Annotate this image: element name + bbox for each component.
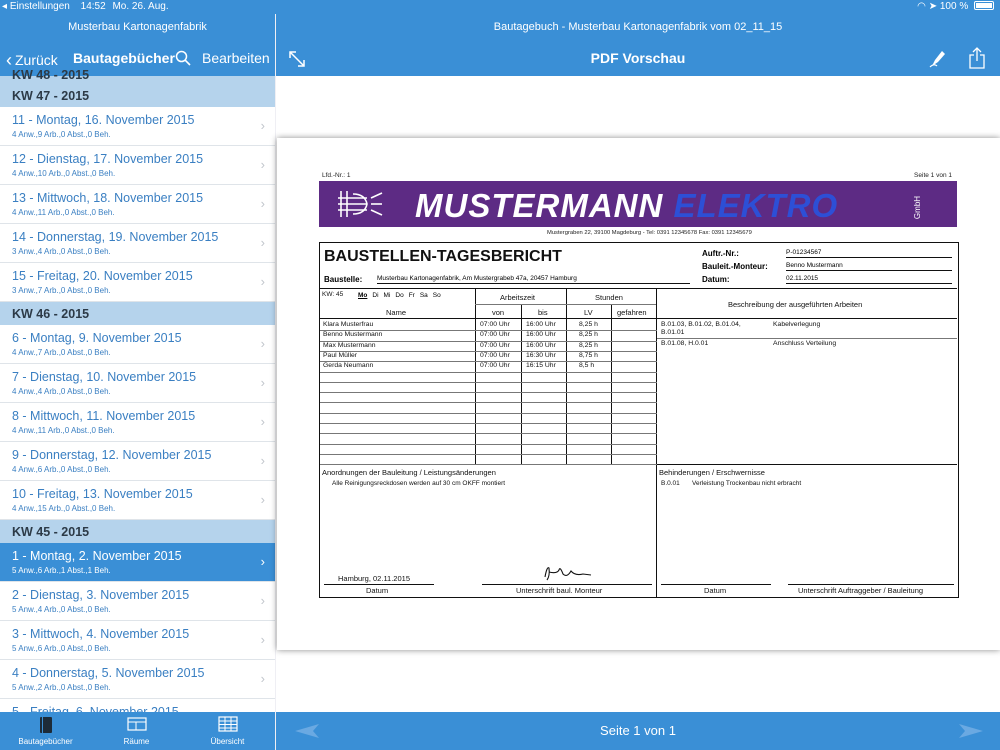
work-position-2: B.01.01 <box>661 329 685 336</box>
chevron-right-icon: › <box>260 336 265 351</box>
sign-auftraggeber: Unterschrift Auftraggeber / Bauleitung <box>798 586 924 595</box>
col-divider <box>475 289 476 464</box>
diary-list-item[interactable] <box>0 146 275 185</box>
diary-list-item[interactable] <box>0 107 275 146</box>
behinderungen-text: Verleistung Trockenbau nicht erbracht <box>692 480 802 487</box>
behinderungen-pos: B.0.01 <box>661 480 680 487</box>
chevron-right-icon: › <box>260 492 265 507</box>
work-description: Anschluss Verteilung <box>773 340 837 347</box>
detail-toolbar <box>276 712 1000 750</box>
chevron-right-icon: › <box>260 274 265 289</box>
grid-icon <box>218 716 238 732</box>
section-header: KW 45 - 2015 <box>0 520 275 543</box>
report-bottom <box>320 465 957 597</box>
worker-name: Max Mustermann <box>323 341 376 349</box>
row-line <box>320 413 657 414</box>
item-subtitle: 4 Anw.,7 Arb.,0 Abst.,0 Beh. <box>12 348 111 357</box>
col-divider <box>521 305 522 464</box>
col-name: Name <box>386 308 407 317</box>
wifi-icon: ◠ <box>917 1 926 12</box>
anordnungen-text: Alle Reinigungsreckdosen werden auf 30 cm OKFF montiert <box>332 480 506 487</box>
chevron-right-icon: › <box>260 453 265 468</box>
header-line <box>320 318 957 319</box>
worker-lv: 8,25 h <box>579 341 598 349</box>
tab-label: Übersicht <box>210 737 245 746</box>
master-pane <box>0 14 275 750</box>
weekday-5: Sa <box>419 292 428 299</box>
diary-list-item[interactable] <box>0 543 275 582</box>
page-indicator: Seite 1 von 1 <box>600 723 676 738</box>
diary-list-item[interactable] <box>0 582 275 621</box>
worker-von: 07:00 Uhr <box>480 351 510 359</box>
worker-bis: 16:15 Uhr <box>526 362 556 370</box>
work-position: B.01.03, B.01.02, B.01.04, <box>661 321 741 328</box>
worker-lv: 8,25 h <box>579 321 598 328</box>
monteur-value: Benno Mustermann <box>786 262 952 271</box>
item-title: 1 - Montag, 2. November 2015 <box>12 549 182 563</box>
col-divider <box>566 289 567 464</box>
col-divider <box>611 305 612 464</box>
status-right <box>917 1 994 12</box>
item-subtitle: 5 Anw.,6 Arb.,1 Abst.,1 Beh. <box>12 566 111 575</box>
detail-subtitle: Bautagebuch - Musterbau Kartonagenfabrik vom 02_11_15 <box>493 21 783 33</box>
item-subtitle: 4 Anw.,11 Arb.,0 Abst.,0 Beh. <box>12 426 115 435</box>
sign-line <box>661 584 771 585</box>
work-position: B.01.08, H.0.01 <box>661 340 709 347</box>
diary-list-item[interactable] <box>0 224 275 263</box>
item-subtitle: 4 Anw.,6 Arb.,0 Abst.,0 Beh. <box>12 465 111 474</box>
master-title: Bautagebücher <box>73 50 175 66</box>
sign-monteur: Unterschrift baul. Monteur <box>516 586 603 595</box>
tab-raeume[interactable] <box>91 712 182 750</box>
logo-part2: ELEKTRO <box>673 187 839 224</box>
section-header: KW 47 - 2015 <box>0 84 275 107</box>
baustelle-value: Musterbau Kartonagenfabrik, Am Mustergrabeb 47a, 20457 Hamburg <box>377 275 690 284</box>
item-title: 7 - Dienstag, 10. November 2015 <box>12 370 197 384</box>
status-bar <box>0 0 1000 14</box>
row-line <box>320 402 657 403</box>
item-title: 6 - Montag, 9. November 2015 <box>12 331 182 345</box>
master-nav-bar <box>0 14 275 76</box>
anordnungen-title: Anordnungen der Bauleitung / Leistungsänderungen <box>322 468 496 477</box>
worker-name: Benno Mustermann <box>323 331 383 339</box>
status-left <box>2 1 173 12</box>
item-title: 9 - Donnerstag, 12. November 2015 <box>12 448 212 462</box>
item-subtitle: 5 Anw.,6 Arb.,0 Abst.,0 Beh. <box>12 644 111 653</box>
baustelle-label: Baustelle: <box>324 275 363 284</box>
chevron-right-icon: › <box>260 414 265 429</box>
diary-list-item[interactable] <box>0 442 275 481</box>
section-header-cut <box>0 68 275 84</box>
item-title: 14 - Donnerstag, 19. November 2015 <box>12 230 219 244</box>
signature-icon[interactable] <box>928 48 948 68</box>
section-header-label: KW 48 - 2015 <box>12 68 90 82</box>
worker-lv: 8,25 h <box>579 331 598 339</box>
logo-wordmark <box>415 187 838 225</box>
worker-von: 07:00 Uhr <box>480 331 510 339</box>
diary-list-item[interactable] <box>0 325 275 364</box>
worker-von: 07:00 Uhr <box>480 362 510 370</box>
report-header <box>320 243 957 289</box>
company-logo <box>319 181 957 227</box>
col-divider <box>656 289 657 464</box>
detail-title: PDF Vorschau <box>590 50 686 66</box>
tab-label: Bautagebücher <box>18 737 73 746</box>
row-line <box>320 423 657 424</box>
col-gefahren: gefahren <box>617 308 647 317</box>
item-title: 8 - Mittwoch, 11. November 2015 <box>12 409 196 423</box>
worker-bis: 16:00 Uhr <box>526 331 556 339</box>
signature-image <box>543 562 595 582</box>
rooms-icon <box>127 716 147 732</box>
chevron-right-icon: › <box>260 632 265 647</box>
weekday-2: Mi <box>383 292 391 299</box>
logo-mark-icon <box>337 189 383 219</box>
weekday-selector <box>358 292 446 299</box>
worker-von: 07:00 Uhr <box>480 341 510 349</box>
sign-datum2: Datum <box>704 586 727 595</box>
worker-bis: 16:30 Uhr <box>526 351 556 359</box>
item-title: 15 - Freitag, 20. November 2015 <box>12 269 193 283</box>
item-subtitle: 4 Anw.,11 Arb.,0 Abst.,0 Beh. <box>12 208 115 217</box>
status-date: Mo. 26. Aug. <box>112 1 169 12</box>
sign-line <box>482 584 652 585</box>
item-title: 3 - Mittwoch, 4. November 2015 <box>12 627 190 641</box>
item-title: 11 - Montag, 16. November 2015 <box>12 113 195 127</box>
pdf-page-number: Seite 1 von 1 <box>914 172 952 179</box>
row-line <box>320 433 657 434</box>
worker-lv: 8,75 h <box>579 351 598 359</box>
worker-bis: 16:00 Uhr <box>526 321 556 328</box>
worker-name: Paul Müller <box>323 351 357 359</box>
auftr-value: P-01234567 <box>786 249 952 258</box>
col-von: von <box>492 308 505 317</box>
weekday-0: Mo <box>358 292 368 299</box>
sign-line <box>324 584 434 585</box>
weekday-1: Di <box>372 292 379 299</box>
work-table <box>320 289 957 465</box>
chevron-left-icon: ‹ <box>6 50 12 70</box>
chevron-right-icon: › <box>260 554 265 569</box>
item-title: 13 - Mittwoch, 18. November 2015 <box>12 191 204 205</box>
diary-list-item[interactable] <box>0 621 275 660</box>
diary-list-item[interactable] <box>0 263 275 302</box>
monteur-label: Bauleit.-Monteur: <box>702 262 768 271</box>
chevron-right-icon: › <box>260 118 265 133</box>
chevron-right-icon: › <box>260 235 265 250</box>
item-subtitle: 5 Anw.,4 Arb.,0 Abst.,0 Beh. <box>12 605 111 614</box>
col-bis: bis <box>538 308 548 317</box>
col-arbeitszeit: Arbeitszeit <box>500 293 536 302</box>
work-description: Kabelverlegung <box>773 321 821 328</box>
back-app-label: Einstellungen <box>9 1 70 12</box>
item-subtitle: 4 Anw.,10 Arb.,0 Abst.,0 Beh. <box>12 169 116 178</box>
weekday-6: So <box>432 292 441 299</box>
detail-pane <box>276 14 1000 750</box>
item-title: 2 - Dienstag, 3. November 2015 <box>12 588 190 602</box>
row-line <box>320 454 657 455</box>
edit-button[interactable]: Bearbeiten <box>202 50 270 66</box>
row-line <box>320 444 657 445</box>
battery-icon <box>974 1 994 10</box>
status-time: 14:52 <box>80 1 106 12</box>
auftr-label: Auftr.-Nr.: <box>702 249 739 258</box>
datum-label: Datum: <box>702 275 730 284</box>
col-stunden: Stunden <box>595 293 623 302</box>
back-to-app-link[interactable]: ◂ Einstellungen <box>2 1 70 12</box>
diary-list-item[interactable] <box>0 403 275 442</box>
worker-name: Klara Musterfrau <box>323 321 374 328</box>
item-subtitle: 3 Anw.,7 Arb.,0 Abst.,0 Beh. <box>12 286 111 295</box>
company-address: Mustergraben 22, 39100 Magdeburg - Tel: 0391 12345678 Fax: 0391 12345679 <box>547 230 752 236</box>
tab-uebersicht[interactable] <box>182 712 273 750</box>
chevron-right-icon: › <box>260 375 265 390</box>
section-header: KW 46 - 2015 <box>0 302 275 325</box>
location-icon: ➤ <box>928 1 938 12</box>
item-title: 4 - Donnerstag, 5. November 2015 <box>12 666 205 680</box>
chevron-right-icon: › <box>260 593 265 608</box>
col-beschreibung: Beschreibung der ausgeführten Arbeiten <box>728 300 863 309</box>
worker-von: 07:00 Uhr <box>480 321 510 328</box>
col-divider <box>656 465 657 597</box>
diary-list-item[interactable] <box>0 185 275 224</box>
next-page-icon[interactable] <box>958 723 984 739</box>
sign-line <box>788 584 954 585</box>
tab-bautagebuecher[interactable] <box>0 712 91 750</box>
share-icon[interactable] <box>968 47 986 69</box>
pdf-viewer[interactable] <box>276 76 1000 712</box>
logo-part1: MUSTERMANN <box>415 187 664 224</box>
weekday-3: Do <box>395 292 404 299</box>
search-icon[interactable] <box>175 50 191 66</box>
behinderungen-title: Behinderungen / Erschwernisse <box>659 468 765 477</box>
diary-list-item[interactable] <box>0 660 275 699</box>
row-line <box>320 382 657 383</box>
diary-list[interactable] <box>0 68 275 712</box>
back-button-label: Zurück <box>15 52 58 68</box>
sign-datum: Datum <box>366 586 389 595</box>
book-icon <box>39 716 53 734</box>
work-row-line <box>657 338 957 339</box>
chevron-right-icon: › <box>260 196 265 211</box>
chevron-right-icon: › <box>260 671 265 686</box>
detail-nav-bar <box>276 14 1000 76</box>
col-lv: LV <box>584 308 593 317</box>
item-title: 10 - Freitag, 13. November 2015 <box>12 487 193 501</box>
datum-value: 02.11.2015 <box>786 275 952 284</box>
logo-gmbh: GmbH <box>912 195 922 220</box>
item-subtitle: 5 Anw.,2 Arb.,0 Abst.,0 Beh. <box>12 683 111 692</box>
diary-list-item[interactable] <box>0 364 275 403</box>
sign-place-date: Hamburg, 02.11.2015 <box>338 574 410 583</box>
kw-label: KW: 45 <box>322 291 344 298</box>
worker-name: Gerda Neumann <box>323 362 374 370</box>
item-subtitle: 4 Anw.,9 Arb.,0 Abst.,0 Beh. <box>12 130 111 139</box>
tab-label: Räume <box>123 737 150 746</box>
item-subtitle: 3 Anw.,4 Arb.,0 Abst.,0 Beh. <box>12 247 111 256</box>
worker-lv: 8,5 h <box>579 362 595 370</box>
weekday-4: Fr <box>408 292 415 299</box>
chevron-right-icon: › <box>260 157 265 172</box>
tab-bar <box>0 712 275 750</box>
row-line <box>320 372 657 373</box>
item-subtitle: 4 Anw.,4 Arb.,0 Abst.,0 Beh. <box>12 387 111 396</box>
pdf-lfd-nr: Lfd.-Nr.: 1 <box>322 172 351 179</box>
row-line <box>320 392 657 393</box>
item-title: 12 - Dienstag, 17. November 2015 <box>12 152 204 166</box>
master-subtitle: Musterbau Kartonagenfabrik <box>68 21 207 33</box>
header-subline <box>475 304 656 305</box>
diary-list-item[interactable] <box>0 481 275 520</box>
pdf-page <box>277 138 1000 650</box>
battery-percent: 100 % <box>939 1 969 12</box>
item-subtitle: 4 Anw.,15 Arb.,0 Abst.,0 Beh. <box>12 504 116 513</box>
report-form <box>319 242 959 598</box>
report-heading: BAUSTELLEN-TAGESBERICHT <box>324 248 562 265</box>
worker-bis: 16:00 Uhr <box>526 341 556 349</box>
